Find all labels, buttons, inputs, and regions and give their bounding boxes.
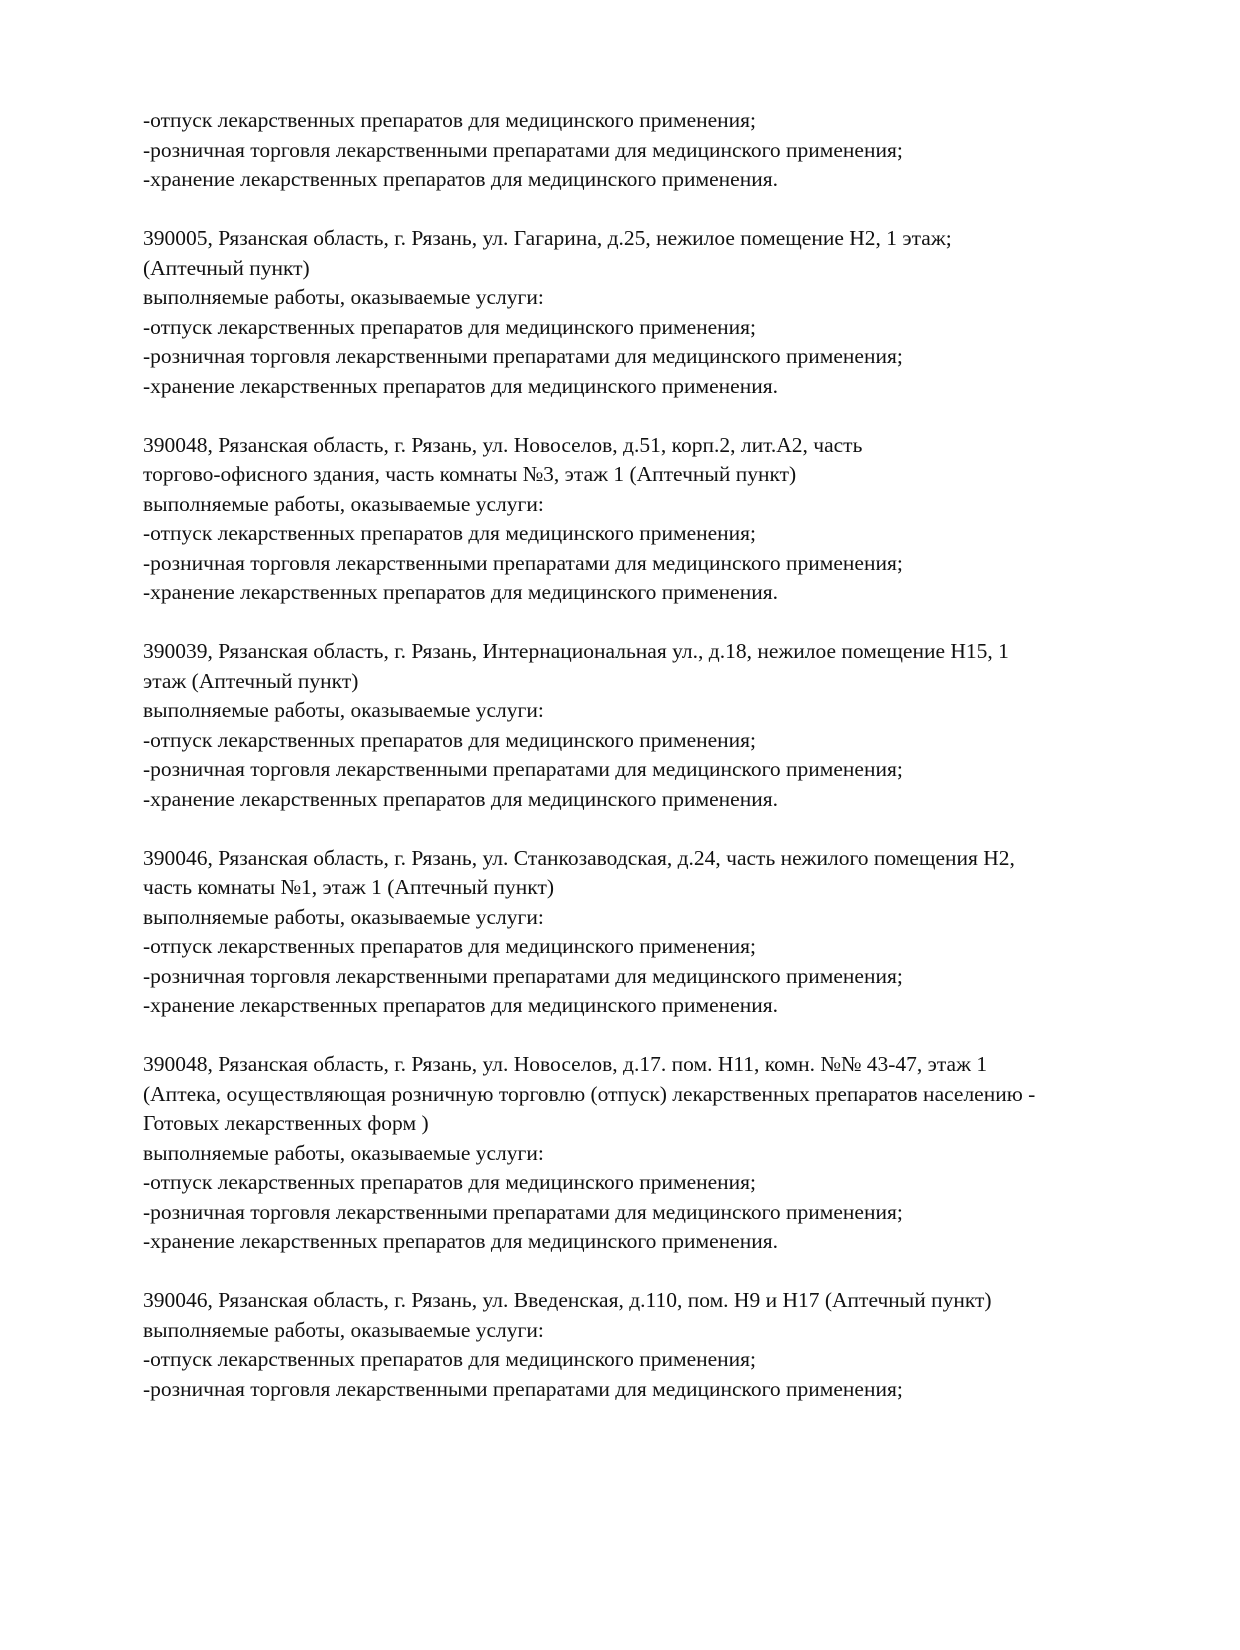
address-line: 390048, Рязанская область, г. Рязань, ул. Новоселов, д.17. пом. Н11, комн. №№ 43-47, этаж 1 (143, 1052, 988, 1076)
address-line: 390048, Рязанская область, г. Рязань, ул. Новоселов, д.51, корп.2, лит.А2, часть (143, 432, 863, 457)
services-heading: выполняемые работы, оказываемые услуги: (143, 285, 544, 309)
service-line: -хранение лекарственных препаратов для медицинского применения. (143, 1229, 778, 1253)
text-line: -отпуск лекарственных препаратов для медицинского применения; (143, 108, 757, 132)
service-line: -отпуск лекарственных препаратов для медицинского применения; (143, 314, 757, 339)
address-line: 390005, Рязанская область, г. Рязань, ул. Гагарина, д.25, нежилое помещение Н2, 1 этаж; (143, 226, 952, 250)
address-line: 390039, Рязанская область, г. Рязань, Интернациональная ул., д.18, нежилое помещение Н15, 1 (143, 639, 1009, 663)
text-block-7 (143, 1286, 1180, 1404)
text-line: -хранение лекарственных препаратов для медицинского применения. (143, 167, 778, 191)
service-line: -отпуск лекарственных препаратов для медицинского применения; (143, 521, 757, 545)
text-block-5 (143, 844, 1180, 1021)
service-line: -отпуск лекарственных препаратов для медицинского применения; (143, 727, 757, 752)
service-line: -отпуск лекарственных препаратов для медицинского применения; (143, 1170, 757, 1194)
service-line: -розничная торговля лекарственными препаратами для медицинского применения; (143, 1376, 903, 1401)
address-line: (Аптечный пункт) (143, 255, 310, 280)
address-line: (Аптека, осуществляющая розничную торговлю (отпуск) лекарственных препаратов населению - (143, 1081, 1036, 1106)
service-line: -розничная торговля лекарственными препаратами для медицинского применения; (143, 344, 903, 368)
address-line: часть комнаты №1, этаж 1 (Аптечный пункт) (143, 875, 554, 899)
address-line: 390046, Рязанская область, г. Рязань, ул. Станкозаводская, д.24, часть нежилого помещения Н2, (143, 845, 1015, 870)
address-line: торгово-офисного здания, часть комнаты №3, этаж 1 (Аптечный пункт) (143, 462, 797, 486)
service-line: -хранение лекарственных препаратов для медицинского применения. (143, 786, 778, 811)
services-heading: выполняемые работы, оказываемые услуги: (143, 491, 544, 516)
services-heading: выполняемые работы, оказываемые услуги: (143, 1317, 544, 1342)
services-heading: выполняемые работы, оказываемые услуги: (143, 698, 544, 722)
services-heading: выполняемые работы, оказываемые услуги: (143, 904, 544, 929)
text-block-1 (143, 106, 1180, 195)
text-block-6 (143, 1050, 1180, 1257)
text-line: -розничная торговля лекарственными препаратами для медицинского применения; (143, 137, 903, 162)
service-line: -отпуск лекарственных препаратов для медицинского применения; (143, 934, 757, 958)
address-line: этаж (Аптечный пункт) (143, 668, 359, 693)
service-line: -хранение лекарственных препаратов для медицинского применения. (143, 373, 778, 398)
service-line: -хранение лекарственных препаратов для медицинского применения. (143, 993, 778, 1017)
service-line: -розничная торговля лекарственными препаратами для медицинского применения; (143, 963, 903, 988)
text-block-2 (143, 224, 1180, 401)
service-line: -хранение лекарственных препаратов для медицинского применения. (143, 580, 778, 604)
services-heading: выполняемые работы, оказываемые услуги: (143, 1140, 544, 1165)
service-line: -отпуск лекарственных препаратов для медицинского применения; (143, 1347, 757, 1371)
text-block-4 (143, 637, 1180, 814)
service-line: -розничная торговля лекарственными препаратами для медицинского применения; (143, 550, 903, 575)
service-line: -розничная торговля лекарственными препаратами для медицинского применения; (143, 1199, 903, 1224)
service-line: -розничная торговля лекарственными препаратами для медицинского применения; (143, 757, 903, 781)
address-line: 390046, Рязанская область, г. Рязань, ул. Введенская, д.110, пом. Н9 и Н17 (Аптечный пункт) (143, 1288, 992, 1312)
text-block-3 (143, 431, 1180, 608)
address-line: Готовых лекарственных форм ) (143, 1111, 429, 1135)
